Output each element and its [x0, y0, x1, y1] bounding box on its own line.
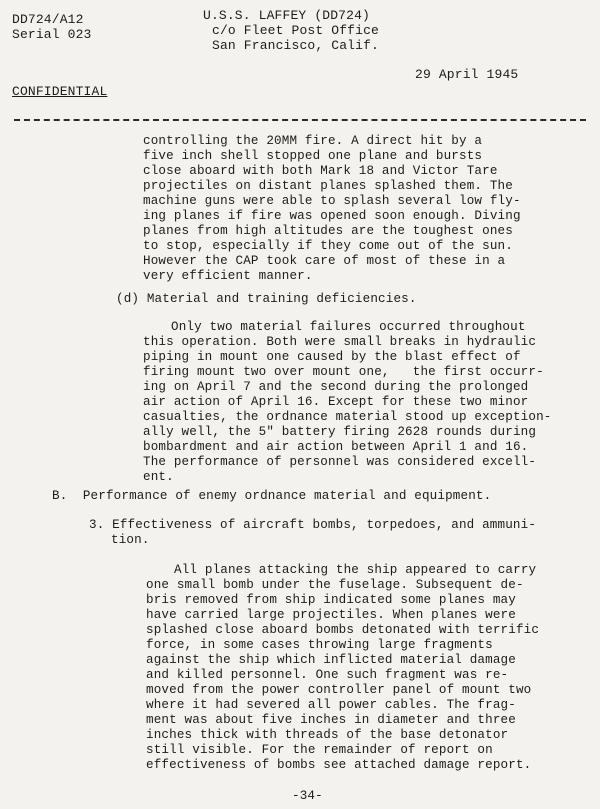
text-line: projectiles on distant planes splashed them. The	[143, 179, 513, 193]
separator-rule	[14, 119, 586, 121]
address-line: c/o Fleet Post Office	[212, 23, 379, 38]
text-line: controlling the 20MM fire. A direct hit by a	[143, 134, 483, 148]
paragraph-bomb-effectiveness	[146, 563, 539, 773]
text-line: effectiveness of bombs see attached damage report.	[146, 758, 532, 772]
text-line: firing mount two over mount one, the first occurr-	[143, 365, 544, 379]
section-heading-3	[89, 518, 536, 548]
heading-line: 3. Effectiveness of aircraft bombs, torpedoes, and ammuni-	[89, 518, 537, 532]
file-reference: DD724/A12	[12, 12, 84, 27]
page-number: -34-	[292, 789, 323, 803]
text-line: five inch shell stopped one plane and bursts	[143, 149, 483, 163]
address-city: San Francisco, Calif.	[212, 38, 379, 53]
text-line: ally well, the 5" battery firing 2628 rounds during	[143, 425, 537, 439]
text-line: and killed personnel. One such fragment was re-	[146, 668, 509, 682]
text-line: against the ship which inflicted material damage	[146, 653, 516, 667]
heading-line: tion.	[111, 533, 150, 547]
text-line: force, in some cases throwing large fragments	[146, 638, 493, 652]
section-heading-b: B. Performance of enemy ordnance material and equipment.	[52, 489, 492, 503]
text-line: very efficient manner.	[143, 269, 313, 283]
text-line: The performance of personnel was considered excell-	[143, 455, 537, 469]
text-line: to stop, especially if they come out of the sun.	[143, 239, 513, 253]
text-line: splashed close aboard bombs detonated with terrific	[146, 623, 540, 637]
text-line: ing on April 7 and the second during the prolonged	[143, 380, 529, 394]
text-line: this operation. Both were small breaks in hydraulic	[143, 335, 537, 349]
text-line: piping in mount one caused by the blast effect of	[143, 350, 521, 364]
classification-mark: CONFIDENTIAL	[12, 84, 108, 99]
text-line: All planes attacking the ship appeared to carry	[174, 563, 537, 577]
text-line: bombardment and air action between April 1 and 16.	[143, 440, 529, 454]
text-line: air action of April 16. Except for these two minor	[143, 395, 529, 409]
paragraph-continuation	[143, 134, 521, 284]
text-line: machine guns were able to splash several low fly-	[143, 194, 521, 208]
ship-name: U.S.S. LAFFEY (DD724)	[203, 8, 370, 23]
text-line: Only two material failures occurred throughout	[171, 320, 526, 334]
serial-number: Serial 023	[12, 27, 92, 42]
text-line: moved from the power controller panel of mount two	[146, 683, 532, 697]
text-line: ent.	[143, 470, 174, 484]
text-line: have carried large projectiles. When planes were	[146, 608, 516, 622]
text-line: However the CAP took care of most of these in a	[143, 254, 506, 268]
section-heading-d: (d) Material and training deficiencies.	[116, 292, 417, 306]
text-line: ment was about five inches in diameter and three	[146, 713, 516, 727]
text-line: where it had severed all power cables. The frag-	[146, 698, 516, 712]
text-line: casualties, the ordnance material stood up exception-	[143, 410, 552, 424]
text-line: planes from high altitudes are the toughest ones	[143, 224, 513, 238]
text-line: one small bomb under the fuselage. Subsequent de-	[146, 578, 524, 592]
text-line: inches thick with threads of the base detonator	[146, 728, 509, 742]
document-date: 29 April 1945	[415, 67, 519, 82]
text-line: bris removed from ship indicated some planes may	[146, 593, 516, 607]
text-line: still visible. For the remainder of report on	[146, 743, 493, 757]
text-line: ing planes if fire was opened soon enough. Diving	[143, 209, 521, 223]
text-line: close aboard with both Mark 18 and Victor Tare	[143, 164, 498, 178]
paragraph-deficiencies	[143, 320, 552, 485]
